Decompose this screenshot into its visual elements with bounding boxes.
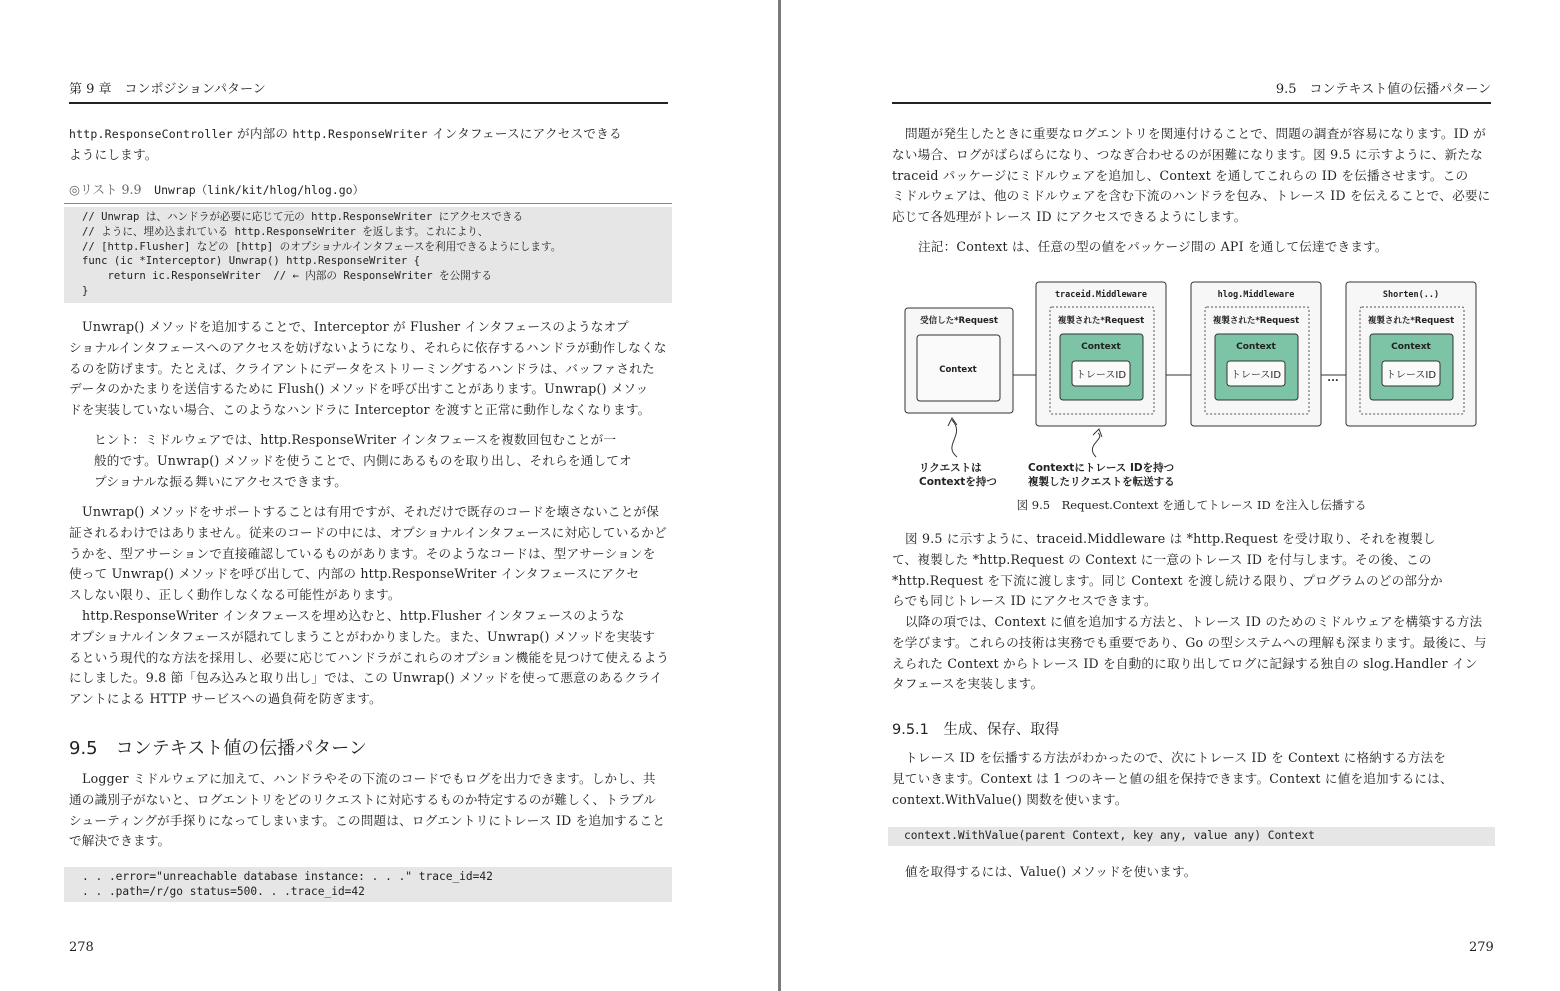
copied-label: 複製された*Request: [1367, 316, 1455, 326]
traceid-middleware-box: [1036, 282, 1166, 426]
text-line: context.WithValue() 関数を使います。: [892, 791, 1128, 807]
pointer-curve: [952, 420, 957, 457]
text-line: Unwrap() メソッドを追加することで、Interceptor が Flusher インタフェースのようなオプ: [82, 319, 629, 334]
paragraph-with-value: [892, 748, 1497, 810]
text-line: 応じて各処理がトレース ID にアクセスできるようにします。: [892, 209, 1247, 225]
text-line: えられた Context からトレース ID を自動的に取り出してログに記録する独自の slog.Handler イン: [892, 655, 1478, 671]
trace-id-label: トレースID: [1385, 370, 1437, 381]
text-line: らでも同じトレース ID にアクセスできます。: [892, 593, 1157, 609]
text-line: ミドルウェアは、他のミドルウェアを含む下流のハンドラを包み、トレース ID を伝えることで、必要に: [892, 188, 1491, 204]
annotation-text: Contextにトレース IDを持つ: [1028, 462, 1175, 474]
text-line: シューティングが手探りになってしまいます。この問題は、ログエントリにトレース ID を追加すること: [69, 812, 666, 828]
text-line: うかを、型アサーションで直接確認しているものがあります。そのようなコードは、型アサーションを: [69, 545, 656, 561]
note: 注記：Context は、任意の型の値をパッケージ間の API を通して伝達できます。: [918, 239, 1388, 254]
text-line: ドを実装していない場合、このようなハンドラに Interceptor を渡すと正常に動作しなくなります。: [69, 402, 651, 418]
text-line: Logger ミドルウェアに加えて、ハンドラやその下流のコードでもログを出力できます。しかし、共: [82, 771, 656, 786]
hint-box: [94, 430, 664, 492]
code-line: // ように、埋め込まれている http.ResponseWriter を返します。これにより、: [82, 225, 489, 238]
text-line: アントによる HTTP サービスへの過負荷を防ぎます。: [69, 691, 382, 707]
code-line: return ic.ResponseWriter // ← 内部の ResponseWriter を公開する: [82, 270, 493, 283]
trace-id-label: トレースID: [1230, 370, 1282, 381]
text-line: ショナルインタフェースへのアクセスを妨げないようになり、それらに依存するハンドラが動作しなくな: [69, 339, 667, 355]
text-run: が内部の: [232, 126, 293, 141]
copied-label: 複製された*Request: [1212, 316, 1300, 326]
text-line: プショナルな振る舞いにアクセスできます。: [94, 473, 348, 489]
ellipsis: ...: [1327, 373, 1339, 384]
listing-path: Unwrap（link/kit/hlog/hlog.go）: [154, 183, 365, 197]
trace-id-diagram: [900, 275, 1480, 490]
context-label: Context: [1081, 342, 1121, 352]
text-line: トレース ID を伝播する方法がわかったので、次にトレース ID を Context に格納する方法を: [905, 750, 1447, 765]
text-run: ようにします。: [69, 146, 158, 162]
figure-caption: 図 9.5 Request.Context を通してトレース ID を注入し伝播する: [1016, 498, 1367, 512]
paragraph-unwrap: [69, 317, 674, 421]
paragraph-trace-intro: [892, 124, 1497, 228]
book-spine: [778, 0, 781, 991]
text-line: で解決できます。: [69, 833, 171, 849]
paragraph-next-sections: [892, 612, 1497, 695]
right-page: [782, 0, 1560, 991]
text-line: 般的です。Unwrap() メソッドを使うことで、内側にあるものを取り出し、それらを通してオ: [94, 452, 632, 468]
text-line: スしない限り、正しく動作しなくなる可能性があります。: [69, 587, 401, 603]
inline-code: http.ResponseWriter: [292, 127, 428, 141]
received-label: 受信した*Request: [920, 316, 998, 326]
context-label: Context: [1236, 342, 1276, 352]
code-line: // Unwrap は、ハンドラが必要に応じて元の http.ResponseWriter にアクセスできる: [82, 211, 524, 223]
inline-code: http.ResponseController: [69, 127, 233, 141]
paragraph-embed: [69, 606, 674, 710]
text-line: オプショナルインタフェースが隠れてしまうことがわかりました。また、Unwrap() メソッドを実装す: [69, 628, 656, 644]
code-line: func (ic *Interceptor) Unwrap() http.ResponseWriter {: [82, 255, 421, 268]
page-number: 278: [69, 940, 94, 955]
text-line: 図 9.5 に示すように、traceid.Middleware は *http.Request を受け取り、それを複製し: [905, 531, 1436, 546]
text-line: 使って Unwrap() メソッドを呼び出して、内部の http.ResponseWriter インタフェースにアクセ: [69, 566, 640, 582]
pointer-head: [1093, 429, 1102, 437]
text-line: 問題が発生したときに重要なログエントリを関連付けることで、問題の調査が容易になります。ID が: [905, 126, 1487, 141]
text-line: て、複製した *http.Request の Context に一意のトレース ID を付与します。その後、この: [892, 551, 1432, 567]
text-line: Unwrap() メソッドをサポートすることは有用ですが、それだけで既存のコードを壊さないことが保: [82, 504, 660, 519]
text-line: http.ResponseWriter インタフェースを埋め込むと、http.Flusher インタフェースのような: [82, 608, 625, 623]
text-line: ない場合、ログがばらばらになり、つなぎ合わせるのが困難になります。図 9.5 に示すように、新たな: [892, 146, 1483, 162]
paragraph-support: [69, 502, 674, 606]
log-output-box: [64, 867, 672, 902]
context-label: Context: [939, 365, 977, 375]
code-signature: context.WithValue(parent Context, key any, value any) Context: [888, 827, 1495, 846]
text-line: 証されるわけではありません。従来のコードの中には、オプショナルインタフェースに対応しているかど: [69, 524, 667, 540]
code-listing: [64, 207, 672, 303]
page-number: 279: [1469, 940, 1494, 955]
log-line: . . .error="unreachable database instance: . . ." trace_id=42: [82, 870, 493, 883]
paragraph-value: 値を取得するには、Value() メソッドを使います。: [905, 864, 1197, 879]
shorten-box: [1346, 282, 1476, 426]
copied-label: 複製された*Request: [1057, 316, 1145, 326]
trace-id-label: トレースID: [1075, 370, 1127, 381]
text-line: traceid パッケージにミドルウェアを追加し、Context を通してこれらの ID を伝播させます。この: [892, 167, 1469, 183]
text-line: 見ていきます。Context は 1 つのキーと値の組を保持できます。Context に値を追加するには、: [892, 770, 1453, 786]
text-run: インタフェースにアクセスできる: [427, 126, 622, 141]
text-line: にしました。9.8 節「包み込みと取り出し」では、この Unwrap() メソッドを使って悪意のあるクライ: [69, 670, 663, 686]
text-line: データのかたまりを送信するために Flush() メソッドを呼び出すことがあります。Unwrap() メソッ: [69, 381, 649, 397]
code-line: // [http.Flusher] などの [http] のオプショナルインタフェースを利用できるようにします。: [82, 240, 562, 253]
section-header: 9.5 コンテキスト値の伝播パターン: [892, 80, 1491, 104]
text-line: るのを防げます。たとえば、クライアントにデータをストリーミングするハンドラは、バッファされた: [69, 360, 655, 376]
middleware-title: Shorten(..): [1382, 290, 1440, 300]
middleware-title: traceid.Middleware: [1054, 290, 1148, 300]
text-line: るという現代的な方法を採用し、必要に応じてハンドラがこれらのオプション機能を見つけて使えるよう: [69, 649, 670, 665]
paragraph-logger: [69, 769, 674, 852]
pointer-curve: [1092, 433, 1099, 457]
listing-divider: [64, 203, 672, 204]
chapter-header: 第 9 章 コンポジションパターン: [69, 80, 668, 104]
hlog-middleware-box: [1191, 282, 1321, 426]
paragraph-figure-explain: [892, 529, 1497, 612]
left-page: [0, 0, 778, 991]
text-line: を学びます。これらの技術は実務でも重要であり、Go の型システムへの理解も深まります。最後に、与: [892, 634, 1487, 650]
listing-label: ◎リスト 9.9: [69, 182, 155, 197]
text-line: *http.Request を下流に渡します。同じ Context を渡し続ける限り、プログラムのどの部分か: [892, 572, 1443, 588]
text-line: 通の識別子がないと、ログエントリをどのリクエストに対応するものか特定するのが難しく、トラブル: [69, 791, 657, 807]
intro-paragraph: [69, 124, 674, 166]
context-label: Context: [1391, 342, 1431, 352]
log-line: . . .path=/r/go status=500. . .trace_id=42: [82, 884, 365, 898]
annotation-text: 複製したリクエストを転送する: [1028, 476, 1175, 488]
annotation-text: リクエストは: [919, 462, 982, 474]
received-request-box: [905, 308, 1013, 413]
text-line: タフェースを実装します。: [892, 676, 1044, 692]
text-line: ヒント：ミドルウェアでは、http.ResponseWriter インタフェースを複数回包むことが一: [94, 432, 617, 447]
text-line: 以降の項では、Context に値を追加する方法と、トレース ID のためのミドルウェアを構築する方法: [905, 614, 1483, 629]
middleware-title: hlog.Middleware: [1217, 290, 1295, 300]
annotation-text: Contextを持つ: [919, 476, 997, 488]
section-heading: 9.5 コンテキスト値の伝播パターン: [69, 738, 367, 759]
subsection-heading: 9.5.1 生成、保存、取得: [892, 722, 1060, 738]
listing-title: [69, 179, 364, 198]
code-line: }: [82, 284, 89, 297]
